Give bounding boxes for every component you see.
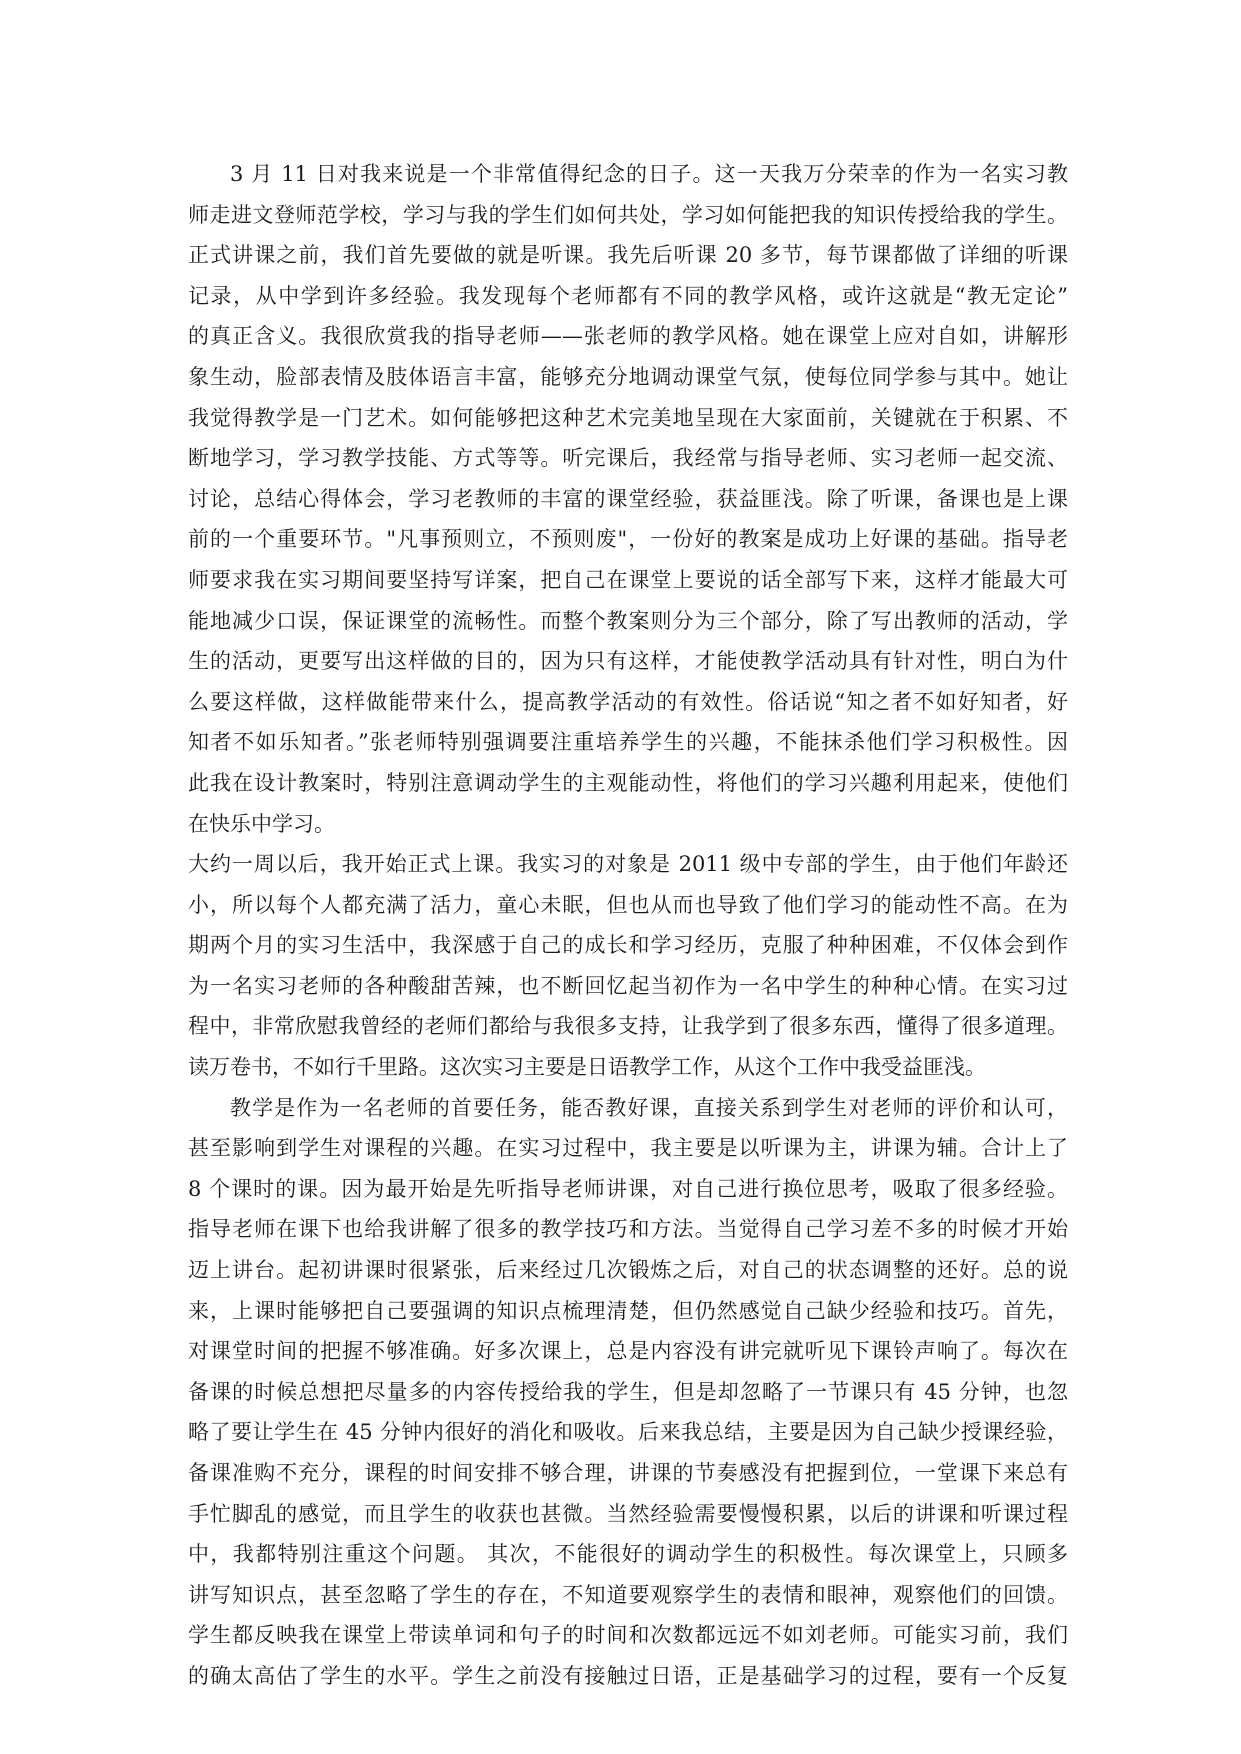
text-line: 略了要让学生在 45 分钟内很好的消化和吸收。后来我总结，主要是因为自己缺少授课经验， (188, 1420, 1068, 1445)
text-line: 断地学习，学习教学技能、方式等等。听完课后，我经常与指导老师、实习老师一起交流、 (188, 446, 1068, 471)
text-line: 为一名实习老师的各种酸甜苦辣，也不断回忆起当初作为一名中学生的种种心情。在实习过 (188, 973, 1068, 998)
text-line: 讨论，总结心得体会，学习老教师的丰富的课堂经验，获益匪浅。除了听课，备课也是上课 (188, 486, 1068, 511)
text-line: 象生动，脸部表情及肢体语言丰富，能够充分地调动课堂气氛，使每位同学参与其中。她让 (188, 364, 1068, 389)
text-line: 甚至影响到学生对课程的兴趣。在实习过程中，我主要是以听课为主，讲课为辅。合计上了 (188, 1136, 1068, 1161)
text-line: 教学是作为一名老师的首要任务，能否教好课，直接关系到学生对老师的评价和认可， (230, 1095, 1068, 1120)
text-line: 备课准购不充分，课程的时间安排不够合理，讲课的节奏感没有把握到位，一堂课下来总有 (188, 1461, 1068, 1485)
text-line: 师要求我在实习期间要坚持写详案，把自己在课堂上要说的话全部写下来，这样才能最大可 (188, 567, 1068, 592)
text-line: 来，上课时能够把自己要强调的知识点梳理清楚，但仍然感觉自己缺少经验和技巧。首先， (188, 1298, 1068, 1323)
text-line: 学生都反映我在课堂上带读单词和句子的时间和次数都远远不如刘老师。可能实习前，我们 (188, 1623, 1068, 1648)
text-line: 的真正含义。我很欣赏我的指导老师——张老师的教学风格。她在课堂上应对自如，讲解形 (188, 324, 1068, 349)
text-line: 备课的时候总想把尽量多的内容传授给我的学生，但是却忽略了一节课只有 45 分钟，也忽 (188, 1379, 1068, 1404)
text-line: 程中，非常欣慰我曾经的老师们都给与我很多支持，让我学到了很多东西，懂得了很多道理。 (188, 1014, 1068, 1039)
text-line: 前的一个重要环节。"凡事预则立，不预则废"，一份好的教案是成功上好课的基础。指导老 (188, 527, 1068, 552)
text-line: 对课堂时间的把握不够准确。好多次课上，总是内容没有讲完就听见下课铃声响了。每次在 (188, 1339, 1068, 1364)
text-line: 大约一周以后，我开始正式上课。我实习的对象是 2011 级中专部的学生，由于他们年龄还 (188, 852, 1068, 877)
text-line: 在快乐中学习。 (188, 811, 335, 836)
text-line: 能地减少口误，保证课堂的流畅性。而整个教案则分为三个部分，除了写出教师的活动，学 (188, 608, 1068, 633)
text-line: 中，我都特别注重这个问题。 其次，不能很好的调动学生的积极性。每次课堂上，只顾多 (188, 1542, 1068, 1567)
text-line: 手忙脚乱的感觉，而且学生的收获也甚微。当然经验需要慢慢积累，以后的讲课和听课过程 (188, 1501, 1068, 1526)
text-line: 读万卷书，不如行千里路。这次实习主要是日语教学工作，从这个工作中我受益匪浅。 (188, 1055, 986, 1080)
text-line: 生的活动，更要写出这样做的目的，因为只有这样，才能使教学活动具有针对性，明白为什 (188, 649, 1068, 674)
text-line: 正式讲课之前，我们首先要做的就是听课。我先后听课 20 多节，每节课都做了详细的听课 (188, 243, 1068, 268)
text-line: 我觉得教学是一门艺术。如何能够把这种艺术完美地呈现在大家面前，关键就在于积累、不 (188, 405, 1068, 430)
text-line: 知者不如乐知者。”张老师特别强调要注重培养学生的兴趣，不能抹杀他们学习积极性。因 (188, 730, 1068, 755)
text-line: 么要这样做，这样做能带来什么，提高教学活动的有效性。俗话说“知之者不如好知者，好 (188, 689, 1068, 714)
text-line: 此我在设计教案时，特别注意调动学生的主观能动性，将他们的学习兴趣利用起来，使他们 (188, 770, 1068, 795)
text-line: 迈上讲台。起初讲课时很紧张，后来经过几次锻炼之后，对自己的状态调整的还好。总的说 (188, 1258, 1068, 1283)
text-line: 师走进文登师范学校，学习与我的学生们如何共处，学习如何能把我的知识传授给我的学生。 (188, 202, 1068, 227)
text-line: 记录，从中学到许多经验。我发现每个老师都有不同的教学风格，或许这就是“教无定论” (188, 283, 1068, 308)
document-body (188, 154, 1068, 1697)
text-line: 的确太高估了学生的水平。学生之前没有接触过日语，正是基础学习的过程，要有一个反复 (188, 1663, 1068, 1688)
text-line: 小，所以每个人都充满了活力，童心未眠，但也从而也导致了他们学习的能动性不高。在为 (188, 892, 1068, 917)
text-line: 指导老师在课下也给我讲解了很多的教学技巧和方法。当觉得自己学习差不多的时候才开始 (188, 1217, 1068, 1242)
text-line: 3 月 11 日对我来说是一个非常值得纪念的日子。这一天我万分荣幸的作为一名实习教 (230, 162, 1068, 186)
text-line: 讲写知识点，甚至忽略了学生的存在，不知道要观察学生的表情和眼神，观察他们的回馈。 (188, 1582, 1068, 1607)
text-line: 8 个课时的课。因为最开始是先听指导老师讲课，对自己进行换位思考，吸取了很多经验。 (188, 1176, 1068, 1201)
text-line: 期两个月的实习生活中，我深感于自己的成长和学习经历，克服了种种困难，不仅体会到作 (188, 933, 1068, 958)
